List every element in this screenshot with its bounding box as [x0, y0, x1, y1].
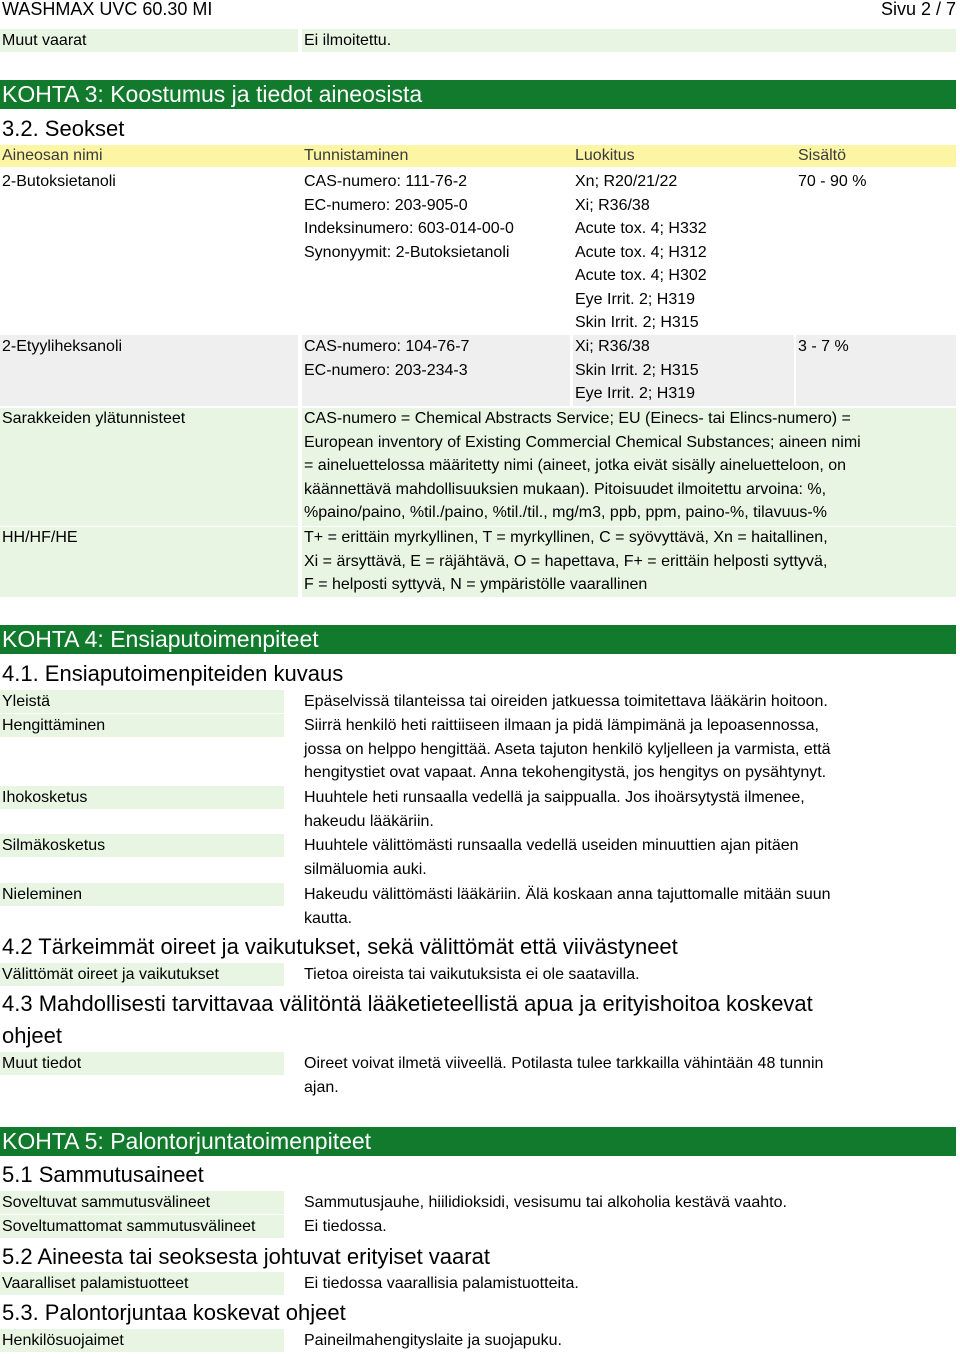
- table-row-content: 3 - 7 %: [798, 338, 849, 355]
- table-row-classification: Xi; R36/38 Skin Irrit. 2; H315 Eye Irrit. 2; H319: [575, 338, 699, 402]
- table-row-name: 2-Etyyliheksanoli: [2, 338, 123, 355]
- table-header: [0, 145, 956, 167]
- section-3-2-title: 3.2. Seokset: [2, 116, 125, 141]
- table-row-identification: CAS-numero: 104-76-7 EC-numero: 203-234-3: [304, 338, 470, 379]
- item-label: Soveltuvat sammutusvälineet: [0, 1191, 284, 1214]
- item-value: Huuhtele välittömästi runsaalla vedellä useiden minuuttien ajan pitäen silmäluomia auki.: [304, 837, 799, 878]
- item-label: Ihokosketus: [0, 786, 284, 809]
- muut-vaarat-label: Muut vaarat: [0, 29, 298, 52]
- item-value: Huuhtele heti runsaalla vedellä ja saippualla. Jos ihoärsytystä ilmenee, hakeudu lääkäriin.: [304, 789, 805, 830]
- table-row-classification: Xn; R20/21/22 Xi; R36/38 Acute tox. 4; H332 Acute tox. 4; H312 Acute tox. 4; H302 Eye Irrit. 2; H319 Skin Irrit. 2; H315: [575, 173, 707, 331]
- item-value: Ei tiedossa.: [304, 1218, 387, 1235]
- section-4-title: KOHTA 4: Ensiaputoimenpiteet: [0, 625, 956, 654]
- item-value: Tietoa oireista tai vaikutuksista ei ole saatavilla.: [304, 966, 640, 983]
- item-value: Epäselvissä tilanteissa tai oireiden jatkuessa toimitettava lääkärin hoitoon.: [304, 693, 828, 710]
- section-4-3-title: 4.3 Mahdollisesti tarvittavaa välitöntä lääketieteellistä apua ja erityishoitoa koskevat ohjeet: [2, 991, 813, 1048]
- item-label: Yleistä: [0, 690, 284, 713]
- item-value: Sammutusjauhe, hiilidioksidi, vesisumu tai alkoholia kestävä vaahto.: [304, 1194, 787, 1211]
- item-value: Paineilmahengityslaite ja suojapuku.: [304, 1332, 562, 1349]
- section-4-2-title: 4.2 Tärkeimmät oireet ja vaikutukset, sekä välittömät että viivästyneet: [2, 934, 678, 959]
- item-label: Soveltumattomat sammutusvälineet: [0, 1215, 284, 1238]
- item-label: Hengittäminen: [0, 714, 284, 737]
- item-value: Ei tiedossa vaarallisia palamistuotteita.: [304, 1275, 579, 1292]
- item-label: Muut tiedot: [0, 1052, 284, 1075]
- col-classification: Luokitus: [575, 147, 635, 164]
- col-identification: Tunnistaminen: [304, 147, 409, 164]
- item-value: Hakeudu välittömästi lääkäriin. Älä koskaan anna tajuttomalle mitään suun kautta.: [304, 886, 831, 927]
- section-5-title: KOHTA 5: Palontorjuntatoimenpiteet: [0, 1127, 956, 1156]
- table-row-identification: CAS-numero: 111-76-2 EC-numero: 203-905-0 Indeksinumero: 603-014-00-0 Synonyymit: 2-Butoksietanoli: [304, 173, 514, 261]
- page-header: [0, 0, 960, 24]
- item-value: Siirrä henkilö heti raittiiseen ilmaan ja pidä lämpimänä ja lepoasennossa, jossa on helppo hengittää. Aseta tajuton henkilö kyljelleen ja varmista, että hengitystiet ovat vapaat. Anna tekohengitystä, jos hengitys on pysähtynyt.: [304, 717, 831, 781]
- item-label: Nieleminen: [0, 883, 284, 906]
- section-4-1-title: 4.1. Ensiaputoimenpiteiden kuvaus: [2, 661, 344, 686]
- muut-vaarat-value: Ei ilmoitettu.: [304, 32, 392, 49]
- page-number: Sivu 2 / 7: [880, 0, 956, 19]
- note-label: Sarakkeiden ylätunnisteet: [2, 410, 186, 427]
- section-5-1-title: 5.1 Sammutusaineet: [2, 1162, 204, 1187]
- table-row-content: 70 - 90 %: [798, 173, 867, 190]
- item-value: Oireet voivat ilmetä viiveellä. Potilasta tulee tarkkailla vähintään 48 tunnin ajan.: [304, 1055, 824, 1096]
- section-5-3-title: 5.3. Palontorjuntaa koskevat ohjeet: [2, 1300, 346, 1325]
- col-content: Sisältö: [798, 147, 847, 164]
- item-label: Silmäkosketus: [0, 834, 284, 857]
- product-name: WASHMAX UVC 60.30 MI: [2, 0, 213, 19]
- item-label: Henkilösuojaimet: [0, 1329, 284, 1352]
- item-label: Välittömät oireet ja vaikutukset: [0, 963, 284, 986]
- note-text: T+ = erittäin myrkyllinen, T = myrkyllinen, C = syövyttävä, Xn = haitallinen, Xi = ärsyttävä, E = räjähtävä, O = hapettava, F+ = erittäin helposti syttyvä, F = helposti syttyvä, N = ympäristölle vaarallinen: [304, 529, 828, 593]
- note-label: HH/HF/HE: [2, 529, 78, 546]
- section-5-2-title: 5.2 Aineesta tai seoksesta johtuvat erityiset vaarat: [2, 1244, 490, 1269]
- table-row-name: 2-Butoksietanoli: [2, 173, 116, 190]
- note-text: CAS-numero = Chemical Abstracts Service; EU (Einecs- tai Elincs-numero) = European inventory of Existing Commercial Chemical Substances; aineen nimi = aineluettelossa määritetty nimi (aineet, jotka eivät sisälly aineluetteloon, on käännettävä mahdollisuuksien mukaan). Pitoisuudet ilmoitettu arvoina: %, %paino/paino, %til./paino, %til./til., mg/m3, ppb, ppm, paino-%, tilavuus-%: [304, 410, 861, 521]
- item-label: Vaaralliset palamistuotteet: [0, 1272, 284, 1295]
- col-name: Aineosan nimi: [2, 147, 103, 164]
- section-3-title: KOHTA 3: Koostumus ja tiedot aineosista: [0, 80, 956, 109]
